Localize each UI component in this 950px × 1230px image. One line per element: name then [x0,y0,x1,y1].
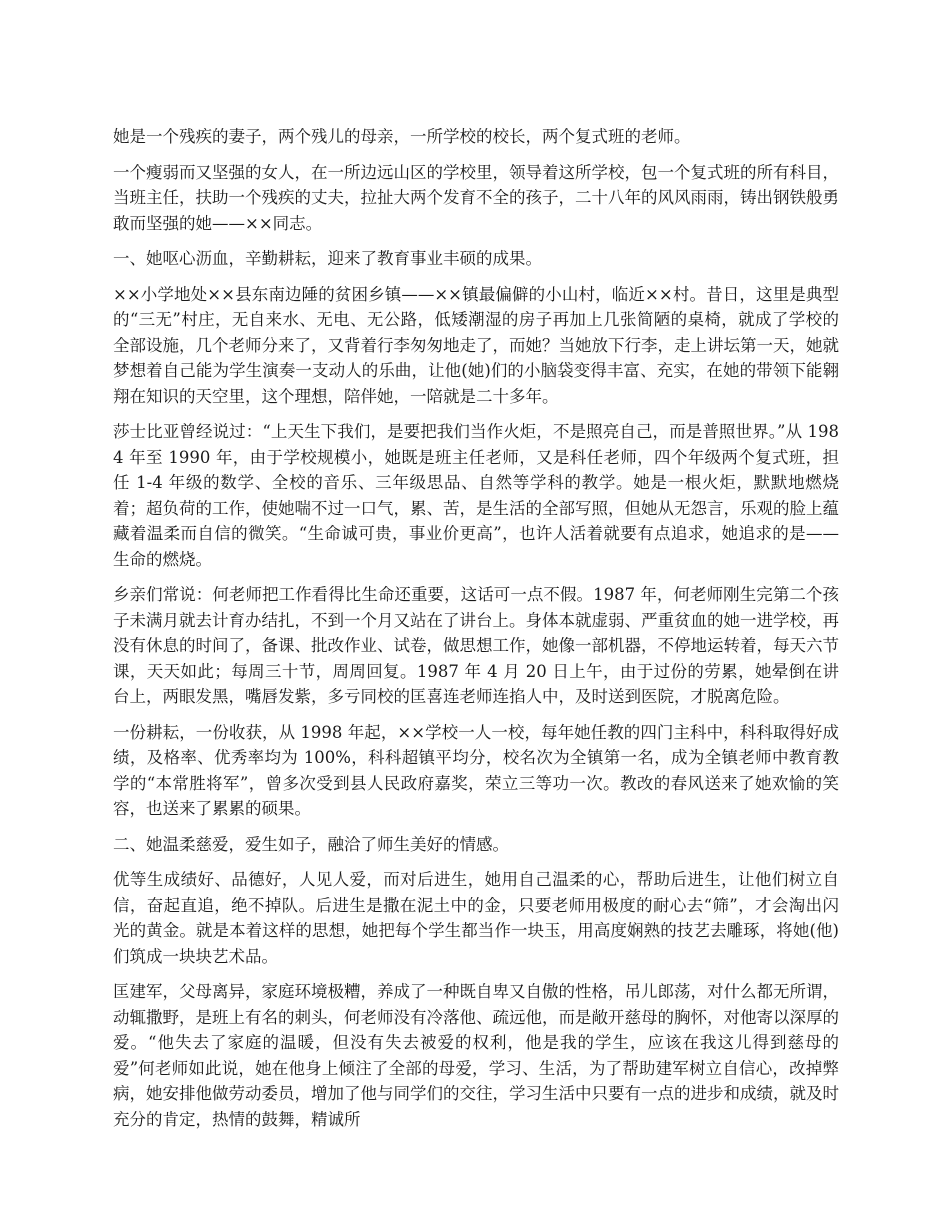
paragraph: 一份耕耘，一份收获，从 1998 年起，××学校一人一校，每年她任教的四门主科中，科科取得好成绩，及格率、优秀率均为 100%，科科超镇平均分，校名次为全镇第一名，成为全镇老师中教育教学的“本常胜将军”，曾多次受到县人民政府嘉奖，荣立三等功一次。教改的春风送来了她欢愉的笑容，也送来了累累的硕果。 [113,722,839,818]
paragraph: 她是一个残疾的妻子，两个残儿的母亲，一所学校的校长，两个复式班的老师。 [113,127,691,146]
paragraph: ××小学地处××县东南边陲的贫困乡镇——××镇最偏僻的小山村，临近××村。昔日，这里是典型的“三无”村庄，无自来水、无电、无公路，低矮潮湿的房子再加上几张简陋的桌椅，就成了学校的全部设施，几个老师分来了，又背着行李匆匆地走了，而她？当她放下行李，走上讲坛第一天，她就梦想着自己能为学生演奏一支动人的乐曲，让他(她)们的小脑袋变得丰富、充实，在她的带领下能翱翔在知识的天空里，这个理想，陪伴她，一陪就是二十多年。 [113,284,839,406]
paragraph: 乡亲们常说：何老师把工作看得比生命还重要，这话可一点不假。1987 年，何老师刚生完第二个孩子未满月就去计育办结扎，不到一个月又站在了讲台上。身体本就虚弱、严重贫血的她一进学校，再没有休息的时间了，备课、批改作业、试卷，做思想工作，她像一部机器，不停地运转着，每天六节课，天天如此；每周三十节，周周回复。1987 年 4 月 20 日上午，由于过份的劳累，她晕倒在讲台上，两眼发黑，嘴唇发紫，多亏同校的匡喜连老师连掐人中，及时送到医院，才脱离危险。 [113,585,839,706]
section-heading: 二、她温柔慈爱，爱生如子，融洽了师生美好的情感。 [113,834,509,854]
paragraph: 莎士比亚曾经说过：“上天生下我们，是要把我们当作火炬，不是照亮自己，而是普照世界。”从 1984 年至 1990 年，由于学校规模小，她既是班主任老师，又是科任老师，四个年级两个复式班，担任 1-4 年级的数学、全校的音乐、三年级思品、自然等学科的教学。她是一根火炬，默默地燃烧着；超负荷的工作，使她喘不过一口气，累、苦，是生活的全部写照，但她从无怨言，乐观的脸上蕴藏着温柔而自信的微笑。“生命诚可贵，事业价更高”，也许人活着就要有点追求，她追求的是——生命的燃烧。 [113,422,839,569]
paragraph: 优等生成绩好、品德好，人见人爱，而对后进生，她用自己温柔的心，帮助后进生，让他们树立自信，奋起直追，绝不掉队。后进生是撒在泥土中的金，只要老师用极度的耐心去“筛”，才会淘出闪光的黄金。就是本着这样的思想，她把每个学生都当作一块玉，用高度娴熟的技艺去雕琢，将她(他)们筑成一块块艺术品。 [113,870,839,966]
section-heading: 一、她呕心沥血，辛勤耕耘，迎来了教育事业丰硕的成果。 [113,249,542,268]
paragraph: 匡建军，父母离异，家庭环境极糟，养成了一种既自卑又自傲的性格，吊儿郎荡，对什么都无所谓，动辄撒野，是班上有名的刺头，何老师没有冷落他、疏远他，而是敞开慈母的胸怀，对他寄以深厚的爱。“他失去了家庭的温暖，但没有失去被爱的权利，他是我的学生，应该在我这儿得到慈母的爱”何老师如此说，她在他身上倾注了全部的母爱，学习、生活，为了帮助建军树立自信心，改掉弊病，她安排他做劳动委员，增加了他与同学们的交往，学习生活中只要有一点的进步和成绩，就及时充分的肯定，热情的鼓舞，精诚所 [113,982,839,1129]
paragraph: 一个瘦弱而又坚强的女人，在一所边远山区的学校里，领导着这所学校，包一个复式班的所有科目，当班主任，扶助一个残疾的丈夫，拉扯大两个发育不全的孩子，二十八年的风风雨雨，铸出钢铁般勇敢而坚强的她——××同志。 [113,162,839,233]
document-body [113,124,839,1142]
